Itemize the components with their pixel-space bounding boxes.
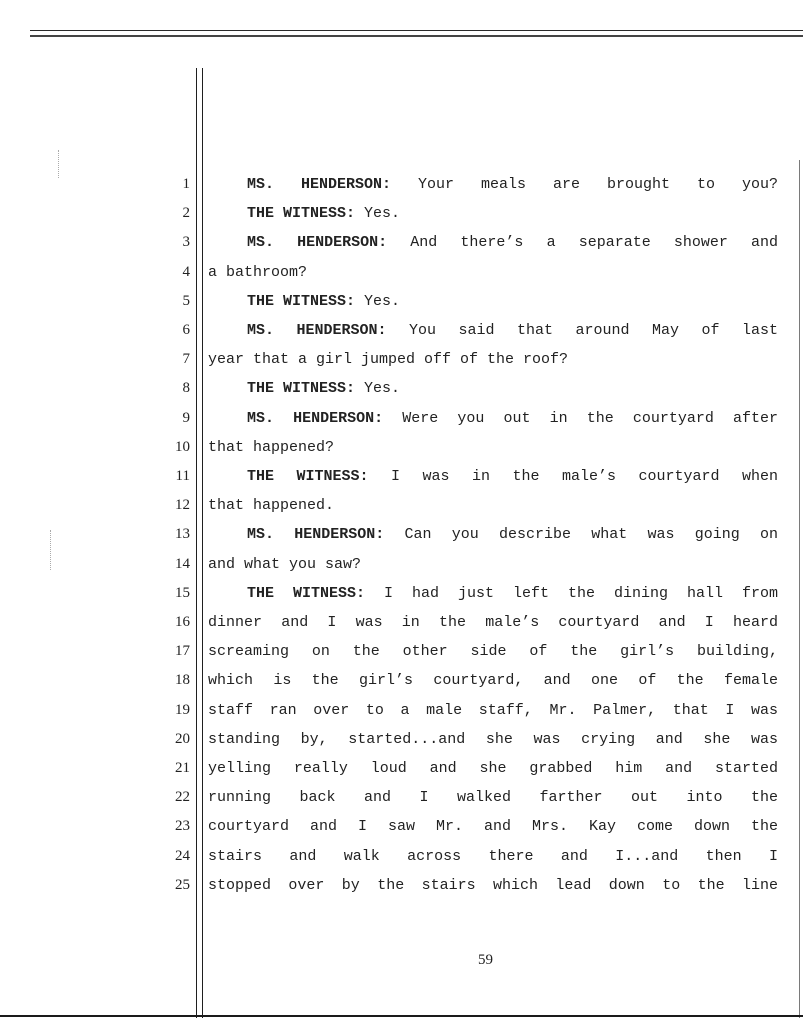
line-text	[208, 725, 778, 754]
line-text	[208, 491, 778, 520]
line-text	[208, 374, 778, 403]
header-rule	[30, 30, 803, 31]
testimony-text: yelling really loud and she grabbed him and started	[208, 760, 778, 777]
testimony-text: Yes.	[355, 380, 401, 398]
testimony-text: and what you saw?	[208, 555, 362, 573]
line-number: 12	[175, 497, 190, 514]
transcript-line	[0, 783, 803, 812]
testimony-text: which is the girl’s courtyard, and one of the female	[208, 672, 778, 690]
testimony-text: stairs and walk across there and I...and then I	[208, 847, 778, 865]
testimony-text: I was in the male’s courtyard when	[368, 468, 778, 485]
line-text	[208, 287, 778, 316]
testimony-text: Can you describe what was going on	[384, 526, 778, 544]
line-text	[208, 345, 778, 374]
transcript-line	[0, 520, 803, 549]
transcript-line	[0, 608, 803, 637]
line-number: 17	[175, 643, 190, 660]
line-number: 19	[175, 701, 190, 718]
speaker-label: MS. HENDERSON:	[247, 176, 392, 193]
transcript-line	[0, 199, 803, 228]
line-text	[208, 842, 778, 871]
testimony-text: courtyard and I saw Mr. and Mrs. Kay come down the	[208, 818, 778, 836]
speaker-label: THE WITNESS:	[247, 205, 356, 223]
line-text	[208, 258, 778, 287]
speaker-label: MS. HENDERSON:	[247, 322, 387, 339]
line-text	[208, 462, 778, 491]
testimony-text: stopped over by the stairs which lead down to the line	[208, 876, 778, 894]
line-text	[208, 637, 778, 666]
line-number: 23	[175, 818, 190, 835]
transcript-line	[0, 579, 803, 608]
speaker-label: THE WITNESS:	[247, 584, 366, 602]
line-number: 4	[182, 263, 190, 280]
transcript-line	[0, 462, 803, 491]
line-text	[208, 754, 778, 783]
footer-rule	[0, 1015, 803, 1017]
line-text	[208, 404, 778, 433]
line-number: 14	[175, 555, 190, 572]
transcript-line	[0, 228, 803, 257]
line-number: 25	[175, 876, 190, 893]
line-number: 2	[182, 205, 190, 222]
transcript-line	[0, 491, 803, 520]
testimony-text: Yes.	[355, 292, 401, 310]
line-number: 11	[175, 468, 190, 484]
testimony-text: Your meals are brought to you?	[391, 176, 778, 193]
speaker-label: THE WITNESS:	[247, 380, 356, 398]
line-number: 15	[175, 584, 190, 601]
speaker-label: MS. HENDERSON:	[247, 526, 385, 544]
testimony-text: Were you out in the courtyard after	[383, 409, 778, 427]
line-number: 13	[175, 526, 190, 543]
line-number: 8	[182, 380, 190, 397]
line-text	[208, 783, 778, 812]
speaker-label: MS. HENDERSON:	[247, 234, 388, 252]
transcript-line	[0, 345, 803, 374]
testimony-text: year that a girl jumped off of the roof?	[208, 351, 569, 369]
line-number: 22	[175, 789, 190, 806]
line-text	[208, 199, 778, 228]
testimony-text: that happened?	[208, 438, 335, 456]
transcript-line	[0, 812, 803, 841]
line-number: 1	[182, 176, 190, 192]
line-text	[208, 520, 778, 549]
speaker-label: THE WITNESS:	[247, 292, 356, 310]
transcript-line	[0, 170, 803, 199]
testimony-text: You said that around May of last	[386, 322, 778, 339]
line-text	[208, 550, 778, 579]
transcript-line	[0, 374, 803, 403]
transcript-line	[0, 842, 803, 871]
line-text	[208, 316, 778, 345]
line-text	[208, 170, 778, 199]
line-number: 9	[182, 409, 190, 426]
line-text	[208, 666, 778, 695]
transcript-line	[0, 725, 803, 754]
testimony-text: staff ran over to a male staff, Mr. Palmer, that I was	[208, 701, 778, 719]
testimony-text: Yes.	[355, 205, 401, 223]
line-text	[208, 812, 778, 841]
transcript-line	[0, 258, 803, 287]
testimony-text: I had just left the dining hall from	[365, 584, 778, 602]
line-text	[208, 696, 778, 725]
transcript-line	[0, 433, 803, 462]
line-number: 21	[175, 760, 190, 776]
testimony-text: screaming on the other side of the girl’s building,	[208, 643, 778, 661]
line-text	[208, 433, 778, 462]
testimony-text: standing by, started...and she was crying and she was	[208, 730, 778, 748]
line-text	[208, 228, 778, 257]
transcript-line	[0, 550, 803, 579]
page-number: 59	[478, 952, 493, 968]
transcript-line	[0, 637, 803, 666]
line-number: 10	[175, 438, 190, 455]
transcript-line	[0, 696, 803, 725]
speaker-label: MS. HENDERSON:	[247, 409, 384, 427]
testimony-text: that happened.	[208, 497, 335, 515]
line-number: 5	[182, 292, 190, 309]
line-number: 6	[182, 322, 190, 338]
transcript-line	[0, 287, 803, 316]
transcript-line	[0, 316, 803, 345]
transcript-line	[0, 404, 803, 433]
line-number: 18	[175, 672, 190, 689]
line-number: 16	[175, 614, 190, 630]
testimony-text: dinner and I was in the male’s courtyard and I heard	[208, 614, 778, 631]
line-text	[208, 871, 778, 900]
line-number: 7	[182, 351, 190, 368]
line-number: 24	[175, 847, 190, 864]
line-text	[208, 579, 778, 608]
testimony-text: a bathroom?	[208, 263, 308, 281]
line-text	[208, 608, 778, 637]
testimony-text: running back and I walked farther out into the	[208, 789, 778, 807]
transcript-line	[0, 666, 803, 695]
line-number: 3	[182, 234, 190, 251]
line-number: 20	[175, 730, 190, 747]
transcript-line	[0, 754, 803, 783]
transcript-line	[0, 871, 803, 900]
speaker-label: THE WITNESS:	[247, 468, 369, 485]
header-rule-double	[30, 35, 803, 37]
testimony-text: And there’s a separate shower and	[387, 234, 778, 252]
